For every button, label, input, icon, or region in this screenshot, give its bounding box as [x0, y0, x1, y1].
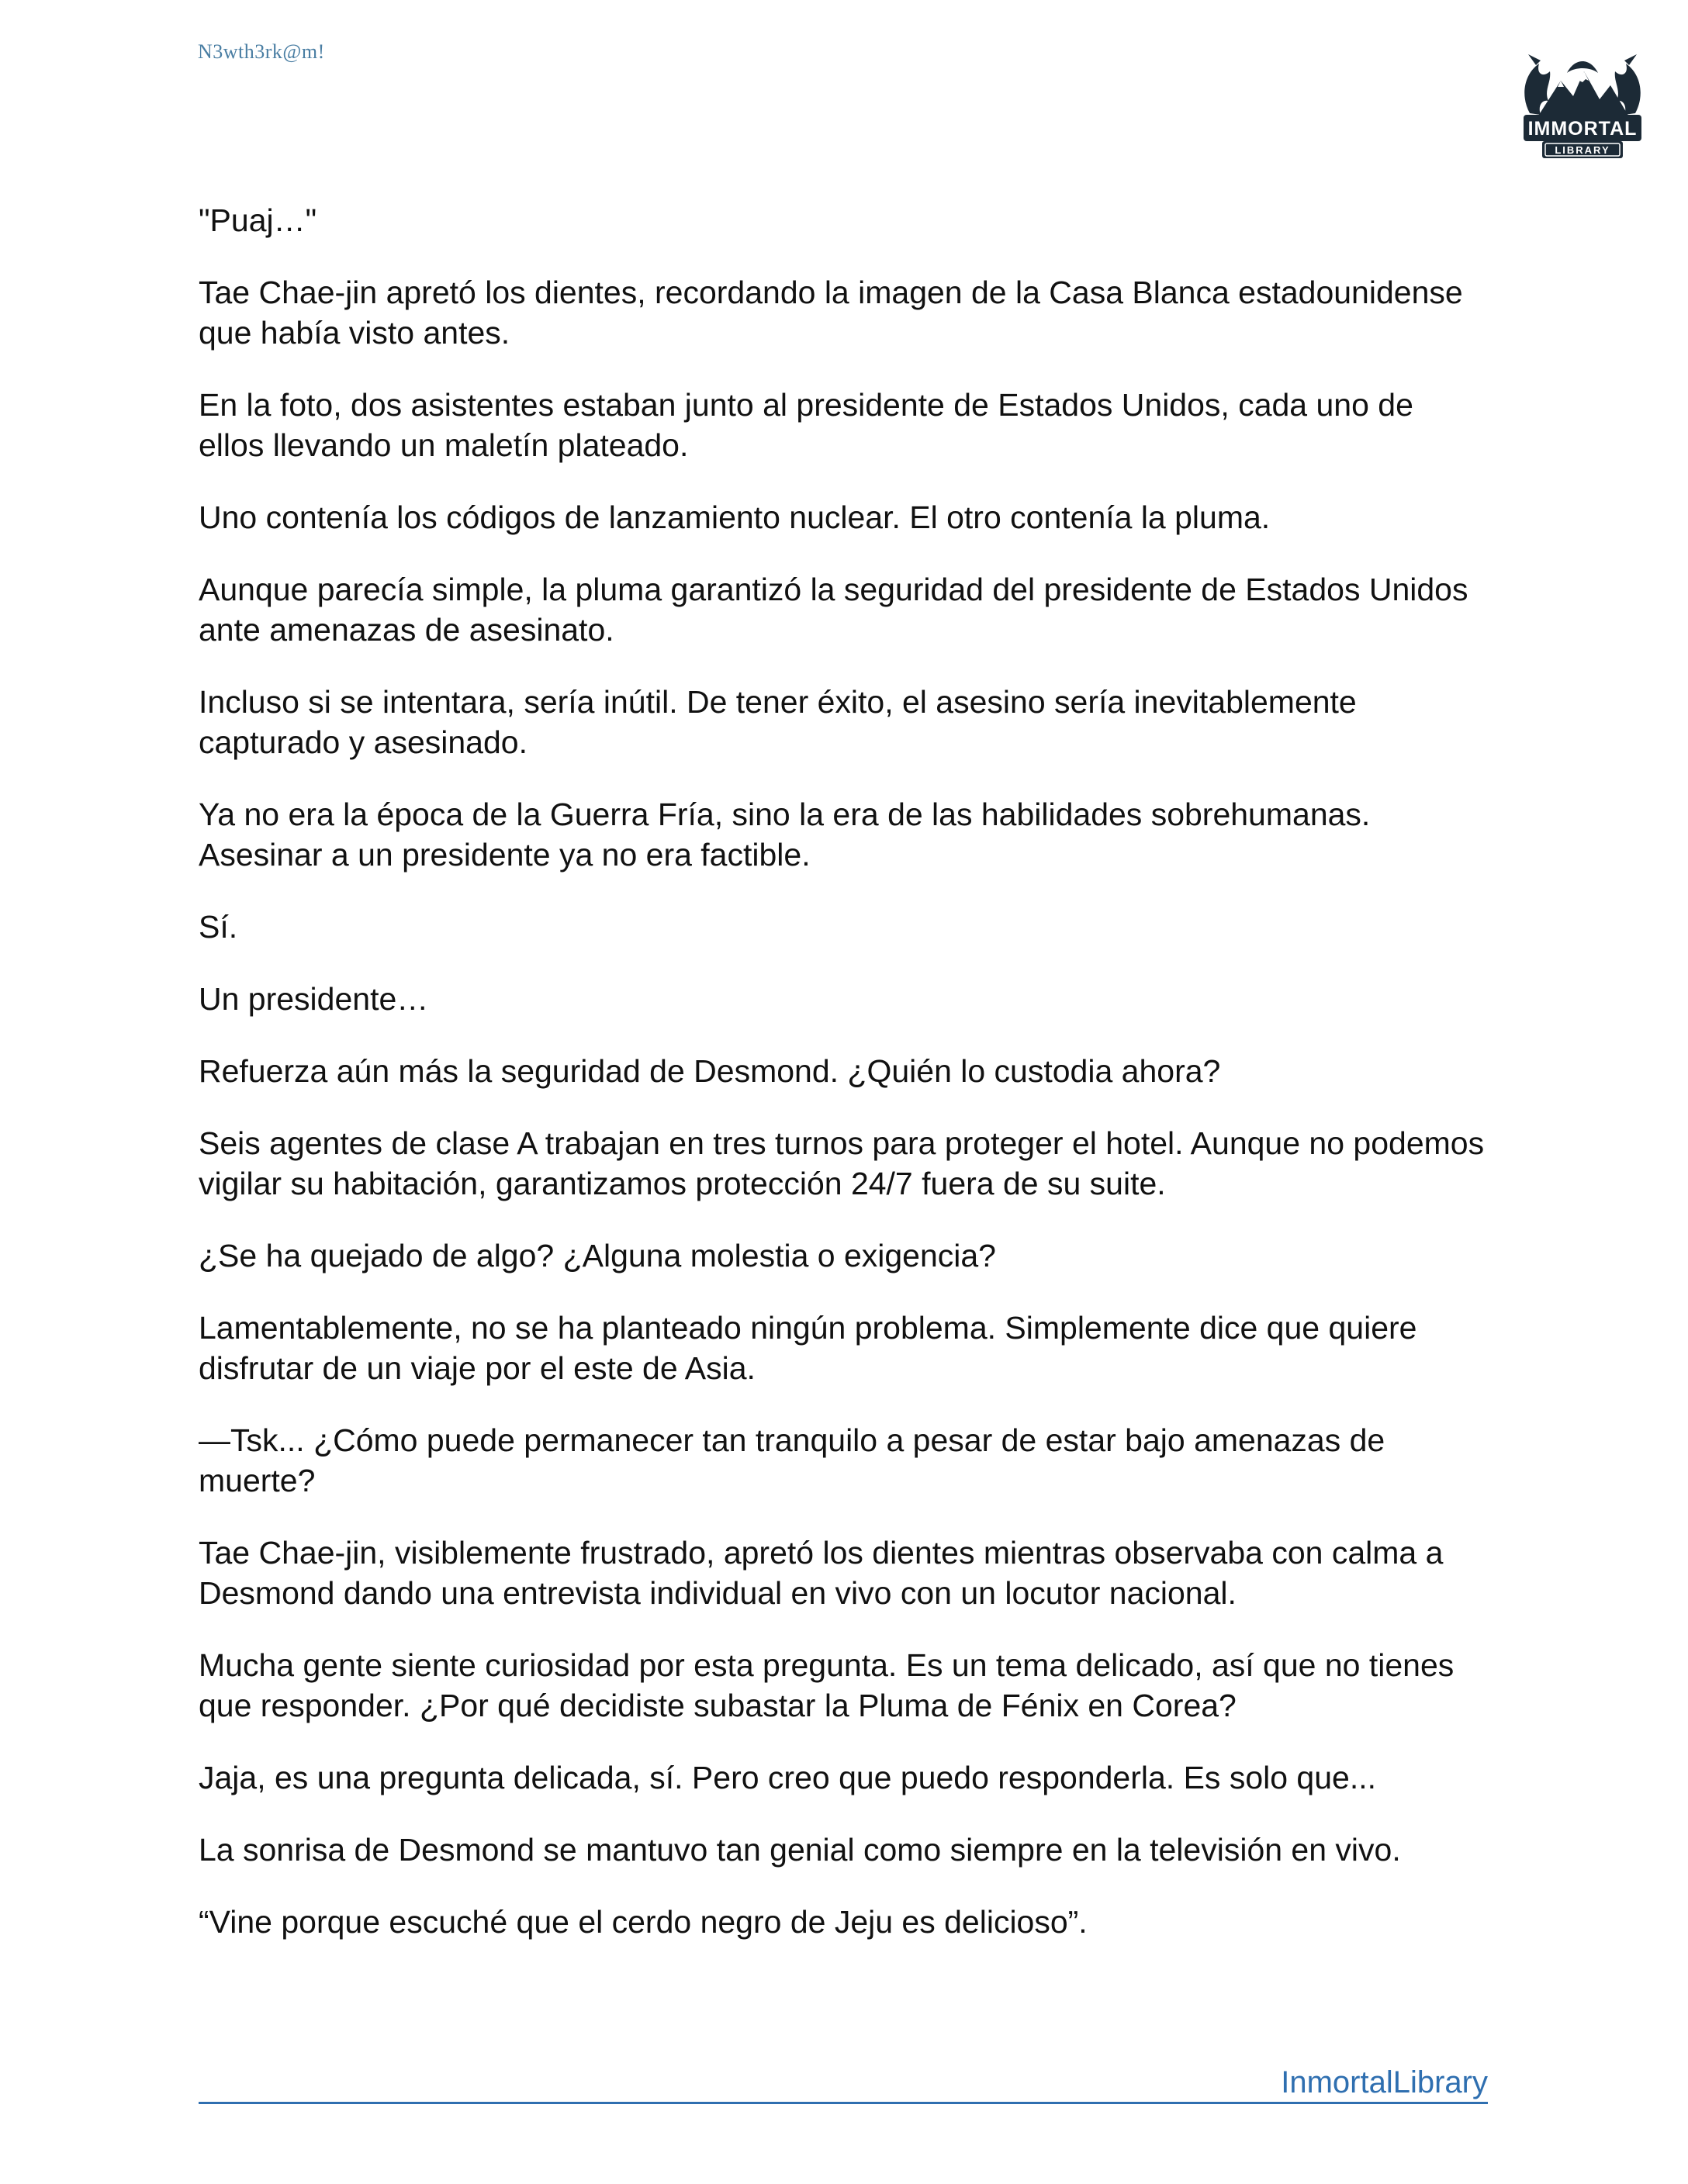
paragraph: Sí.	[199, 909, 238, 945]
watermark-text: N3wth3rk@m!	[198, 40, 325, 63]
paragraph: Un presidente…	[199, 981, 429, 1017]
paragraph: Incluso si se intentara, sería inútil. De tener éxito, el asesino sería inevitablemente capturado y asesinado.	[199, 684, 1357, 760]
paragraph: Mucha gente siente curiosidad por esta pregunta. Es un tema delicado, así que no tienes que responder. ¿Por qué decidiste subastar la Pluma de Fénix en Corea?	[199, 1647, 1455, 1723]
footer-rule	[199, 2054, 1488, 2104]
paragraph: Jaja, es una pregunta delicada, sí. Pero creo que puedo responderla. Es solo que...	[199, 1760, 1377, 1795]
paragraph: En la foto, dos asistentes estaban junto al presidente de Estados Unidos, cada uno de ellos llevando un maletín plateado.	[199, 387, 1413, 463]
paragraph: Aunque parecía simple, la pluma garantizó la seguridad del presidente de Estados Unidos ante amenazas de asesinato.	[199, 572, 1468, 648]
immortal-library-logo	[1513, 34, 1652, 166]
paragraph: Lamentablemente, no se ha planteado ningún problema. Simplemente dice que quiere disfrutar de un viaje por el este de Asia.	[199, 1310, 1417, 1386]
paragraph: "Puaj…"	[199, 202, 317, 238]
paragraph: “Vine porque escuché que el cerdo negro de Jeju es delicioso”.	[199, 1904, 1088, 1940]
paragraph: Refuerza aún más la seguridad de Desmond. ¿Quién lo custodia ahora?	[199, 1053, 1221, 1089]
paragraph: Ya no era la época de la Guerra Fría, sino la era de las habilidades sobrehumanas. Asesinar a un presidente ya no era factible.	[199, 797, 1371, 873]
paragraph: —Tsk... ¿Cómo puede permanecer tan tranquilo a pesar de estar bajo amenazas de muerte?	[199, 1422, 1385, 1498]
document-body	[199, 200, 1486, 1974]
logo-line1: IMMORTAL	[1527, 118, 1638, 140]
paragraph: Tae Chae-jin apretó los dientes, recordando la imagen de la Casa Blanca estadounidense que había visto antes.	[199, 275, 1463, 351]
paragraph: Tae Chae-jin, visiblemente frustrado, apretó los dientes mientras observaba con calma a Desmond dando una entrevista individual en vivo con un locutor nacional.	[199, 1535, 1444, 1611]
paragraph: Uno contenía los códigos de lanzamiento nuclear. El otro contenía la pluma.	[199, 499, 1271, 535]
paragraph: Seis agentes de clase A trabajan en tres turnos para proteger el hotel. Aunque no podemos vigilar su habitación, garantizamos protección 24/7 fuera de su suite.	[199, 1125, 1485, 1201]
paragraph: La sonrisa de Desmond se mantuvo tan genial como siempre en la televisión en vivo.	[199, 1832, 1401, 1868]
logo-line2: LIBRARY	[1555, 144, 1610, 156]
footer-link[interactable]: InmortalLibrary	[1281, 2065, 1488, 2099]
paragraph: ¿Se ha quejado de algo? ¿Alguna molestia o exigencia?	[199, 1238, 996, 1273]
